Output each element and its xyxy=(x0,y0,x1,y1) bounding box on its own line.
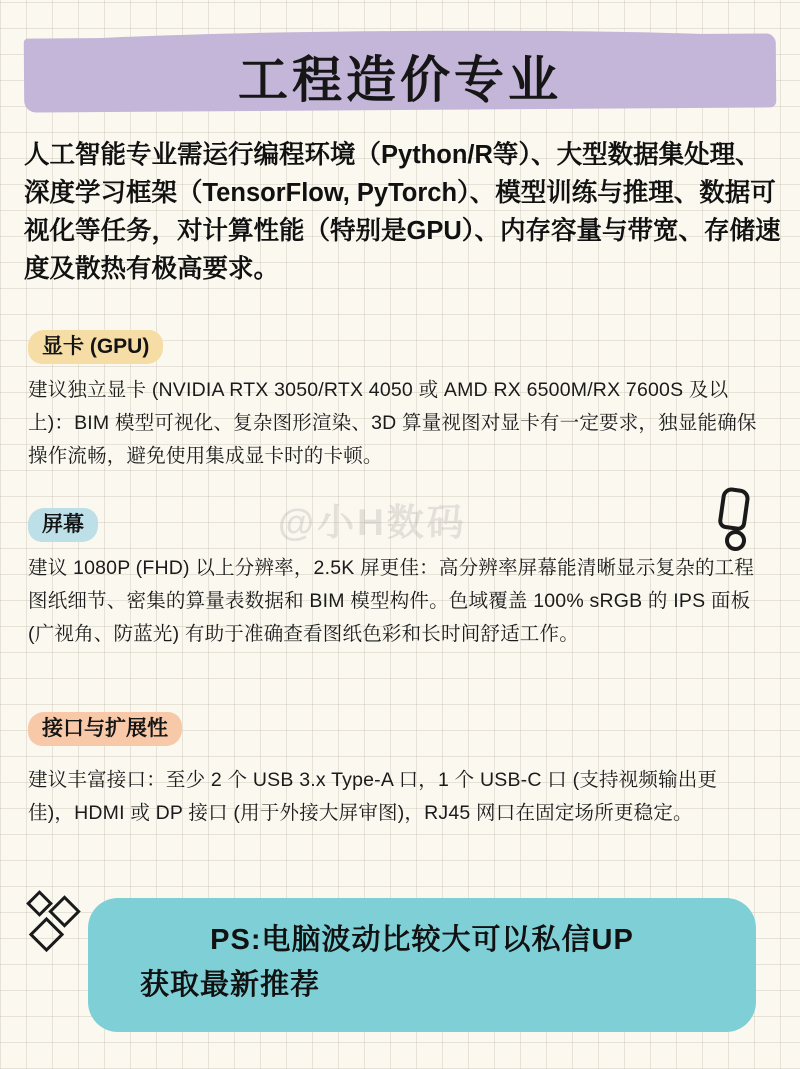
section-ports-tag: 接口与扩展性 xyxy=(28,712,182,746)
watermark-text: @小H数码 xyxy=(278,502,467,543)
section-gpu-tag: 显卡 (GPU) xyxy=(28,330,163,364)
sparkle-diamonds-icon xyxy=(26,892,80,952)
section-ports-text: 建议丰富接口：至少 2 个 USB 3.x Type-A 口，1 个 USB-C 口 (支持视频输出更佳)，HDMI 或 DP 接口 (用于外接大屏审图)，RJ45 网口在固定场所更稳定。 xyxy=(28,769,718,825)
footer-line-2: 获取最新推荐 xyxy=(140,969,321,1001)
section-screen-text: 建议 1080P (FHD) 以上分辨率，2.5K 屏更佳：高分辨率屏幕能清晰显示复杂的工程图纸细节、密集的算量表数据和 BIM 模型构件。色域覆盖 100% sRGB 的 IPS 面板 (广视角、防蓝光) 有助于准确查看图纸色彩和长时间舒适工作。 xyxy=(28,557,755,646)
section-screen xyxy=(28,508,772,651)
title-banner xyxy=(24,30,776,116)
section-gpu xyxy=(28,330,772,473)
page-title: 工程造价专业 xyxy=(238,52,562,108)
footer-line-1: PS:电脑波动比较大可以私信UP xyxy=(210,924,634,956)
section-ports xyxy=(28,712,772,830)
section-gpu-text: 建议独立显卡 (NVIDIA RTX 3050/RTX 4050 或 AMD RX 6500M/RX 7600S 及以上)：BIM 模型可视化、复杂图形渲染、3D 算量视图对显卡有一定要求，独显能确保操作流畅，避免使用集成显卡时的卡顿。 xyxy=(28,379,757,468)
exclamation-bar xyxy=(717,486,751,531)
section-screen-tag: 屏幕 xyxy=(28,508,98,542)
exclamation-dot xyxy=(724,529,748,553)
intro-paragraph: 人工智能专业需运行编程环境（Python/R等）、大型数据集处理、深度学习框架（TensorFlow, PyTorch）、模型训练与推理、数据可视化等任务，对计算性能（特别是GPU）、内存容量与带宽、存储速度及散热有极高要求。 xyxy=(24,141,781,283)
footer-callout xyxy=(88,898,756,1032)
exclamation-mark-icon xyxy=(712,488,752,550)
